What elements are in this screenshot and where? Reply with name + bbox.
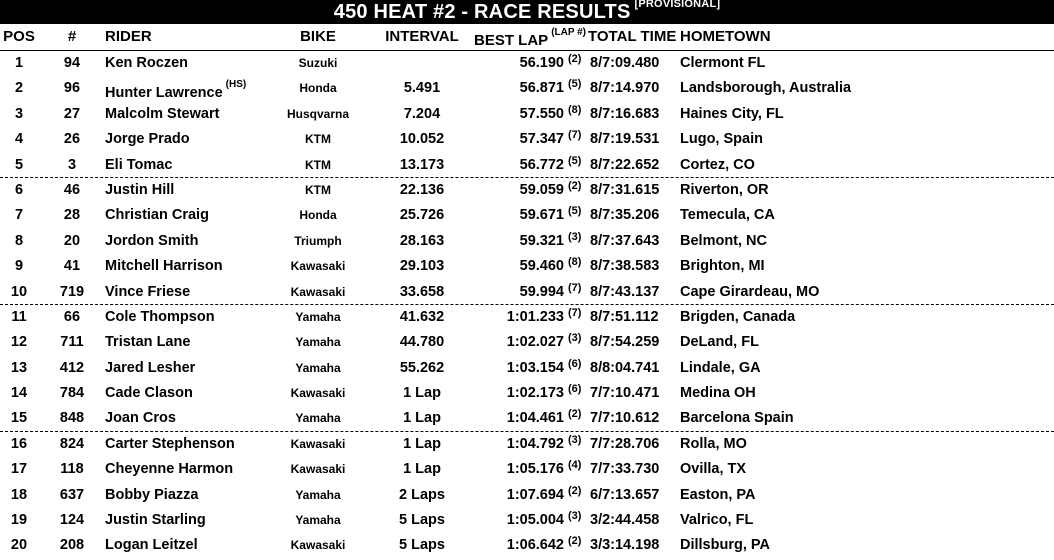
best-lap-time: 1:02.027	[506, 334, 564, 351]
cell-total-time: 7/7:10.471	[590, 385, 660, 402]
cell-total-time: 7/7:33.730	[590, 461, 660, 478]
cell-total-time: 8/7:43.137	[590, 283, 660, 300]
best-lap-number: (5)	[568, 205, 582, 218]
cell-rider	[105, 432, 235, 457]
table-row	[0, 432, 1054, 457]
rider-name: Jordon Smith	[105, 232, 199, 249]
cell-interval: 41.632	[399, 308, 445, 325]
cell-pos: 6	[14, 181, 24, 198]
best-lap-time: 59.059	[519, 181, 564, 198]
table-row	[0, 508, 1054, 533]
cell-hometown: Clermont FL	[680, 55, 766, 71]
table-row	[0, 406, 1054, 431]
cell-bike: Kawasaki	[290, 284, 346, 299]
cell-hometown: Lugo, Spain	[680, 131, 763, 148]
rider-name: Malcolm Stewart	[105, 105, 220, 122]
header-pos: POS	[3, 28, 35, 45]
cell-rider	[105, 330, 190, 355]
cell-bike: Kawasaki	[290, 386, 346, 401]
cell-number: 118	[60, 461, 84, 478]
cell-total-time: 8/7:19.531	[590, 131, 660, 148]
header-best-lap-label: BEST LAP	[474, 32, 549, 49]
best-lap-time: 1:01.233	[506, 308, 564, 325]
cell-bike: Yamaha	[295, 411, 341, 426]
best-lap-number: (3)	[568, 433, 582, 446]
cell-hometown: Cortez, CO	[680, 156, 755, 173]
cell-bike: Yamaha	[295, 360, 341, 375]
best-lap-time: 56.772	[519, 156, 564, 173]
cell-bike: Kawasaki	[290, 462, 346, 477]
cell-bike: Kawasaki	[290, 538, 346, 553]
cell-best-lap	[456, 76, 586, 102]
rider-name: Bobby Piazza	[105, 486, 199, 503]
cell-bike: Kawasaki	[290, 259, 346, 274]
best-lap-number: (5)	[568, 154, 582, 167]
cell-total-time: 8/7:31.615	[590, 181, 660, 198]
cell-interval: 5.491	[403, 80, 441, 97]
cell-best-lap	[456, 508, 586, 534]
rider-name: Carter Stephenson	[105, 435, 235, 452]
cell-interval: 7.204	[403, 105, 441, 122]
cell-pos: 5	[14, 156, 24, 173]
cell-pos: 11	[11, 308, 27, 325]
cell-bike: Yamaha	[295, 513, 341, 528]
rider-name: Justin Starling	[105, 512, 206, 529]
cell-best-lap	[456, 330, 586, 356]
best-lap-time: 1:05.176	[506, 461, 564, 478]
cell-interval: 10.052	[399, 131, 445, 148]
cell-total-time: 8/7:37.643	[590, 232, 660, 249]
best-lap-number: (5)	[568, 78, 582, 91]
cell-total-time: 8/7:51.112	[590, 308, 659, 325]
page-title: 450 HEAT #2 - RACE RESULTS	[333, 1, 631, 23]
rider-name: Cole Thompson	[105, 308, 215, 325]
cell-bike: Suzuki	[298, 56, 338, 70]
cell-interval: 55.262	[399, 359, 445, 376]
best-lap-time: 59.671	[519, 207, 564, 224]
cell-rider	[105, 356, 195, 381]
rider-name: Cheyenne Harmon	[105, 461, 234, 478]
cell-rider	[105, 457, 233, 482]
cell-bike: Honda	[299, 208, 337, 223]
cell-interval: 1 Lap	[403, 385, 441, 402]
cell-pos: 4	[14, 131, 24, 148]
cell-bike: Kawasaki	[290, 436, 346, 451]
table-row	[0, 178, 1054, 203]
cell-pos: 7	[14, 207, 24, 224]
best-lap-time: 59.994	[519, 283, 564, 300]
rider-name: Hunter Lawrence	[105, 85, 223, 102]
cell-pos: 19	[10, 512, 28, 529]
cell-total-time: 8/7:16.683	[590, 105, 660, 122]
cell-number: 719	[59, 283, 85, 300]
cell-number: 20	[63, 232, 81, 249]
best-lap-number: (2)	[568, 484, 582, 497]
cell-bike: KTM	[305, 182, 331, 197]
cell-total-time: 7/7:10.612	[590, 410, 660, 427]
table-row	[0, 76, 1054, 101]
table-row	[0, 51, 1054, 76]
rider-name: Justin Hill	[105, 181, 175, 198]
header-hometown: HOMETOWN	[680, 28, 771, 45]
cell-rider	[105, 203, 209, 228]
cell-hometown: DeLand, FL	[680, 334, 759, 351]
cell-number: 27	[63, 105, 81, 122]
cell-hometown: Temecula, CA	[680, 207, 775, 224]
cell-best-lap	[456, 229, 586, 255]
cell-best-lap	[456, 203, 586, 229]
cell-number: 96	[63, 80, 81, 97]
cell-number: 637	[59, 486, 85, 503]
cell-interval: 5 Laps	[399, 537, 445, 554]
cell-number: 28	[63, 207, 81, 224]
best-lap-time: 1:05.004	[506, 512, 564, 529]
table-row	[0, 381, 1054, 406]
best-lap-number: (3)	[568, 332, 582, 345]
cell-pos: 12	[10, 334, 28, 351]
table-row	[0, 483, 1054, 508]
table-row	[0, 254, 1054, 279]
best-lap-number: (7)	[568, 281, 582, 294]
cell-hometown: Rolla, MO	[680, 435, 747, 452]
cell-bike: Husqvarna	[286, 106, 350, 121]
best-lap-time: 1:02.173	[506, 385, 564, 402]
best-lap-time: 1:04.792	[506, 435, 564, 452]
title-bar	[0, 0, 1054, 24]
cell-best-lap	[456, 406, 586, 432]
header-best-lap-sup: (LAP #)	[551, 27, 587, 38]
cell-total-time: 3/3:14.198	[590, 537, 660, 554]
cell-interval: 13.173	[399, 156, 445, 173]
cell-rider	[105, 178, 174, 203]
cell-rider	[105, 153, 172, 178]
cell-best-lap	[456, 432, 586, 458]
cell-best-lap	[456, 153, 586, 179]
cell-hometown: Ovilla, TX	[680, 461, 747, 478]
cell-pos: 15	[10, 410, 28, 427]
best-lap-number: (6)	[568, 383, 582, 396]
best-lap-time: 1:04.461	[506, 410, 564, 427]
rider-name: Joan Cros	[105, 410, 176, 427]
cell-total-time: 8/7:14.970	[590, 80, 660, 97]
rider-name: Mitchell Harrison	[105, 258, 223, 275]
rider-name: Cade Clason	[105, 385, 193, 402]
cell-hometown: Barcelona Spain	[680, 410, 794, 427]
cell-best-lap	[456, 381, 586, 407]
cell-total-time: 8/8:04.741	[590, 359, 660, 376]
cell-interval: 1 Lap	[403, 461, 441, 478]
cell-best-lap	[456, 178, 586, 204]
cell-interval: 1 Lap	[403, 410, 441, 427]
cell-number: 208	[59, 537, 85, 554]
cell-best-lap	[456, 457, 586, 483]
header-number: #	[67, 28, 77, 45]
table-row	[0, 457, 1054, 482]
cell-total-time: 3/2:44.458	[590, 512, 660, 529]
cell-interval: 22.136	[399, 181, 445, 198]
best-lap-time: 1:07.694	[506, 486, 564, 503]
best-lap-number: (8)	[568, 256, 582, 269]
best-lap-number: (6)	[568, 357, 582, 370]
table-row	[0, 203, 1054, 228]
cell-rider	[105, 102, 219, 127]
cell-pos: 3	[14, 105, 24, 122]
best-lap-time: 56.871	[519, 80, 564, 97]
cell-rider	[105, 508, 206, 533]
best-lap-number: (7)	[568, 129, 582, 142]
cell-hometown: Lindale, GA	[680, 359, 761, 376]
cell-interval: 2 Laps	[399, 486, 445, 503]
cell-best-lap	[456, 102, 586, 128]
best-lap-time: 59.460	[519, 258, 564, 275]
cell-total-time: 8/7:38.583	[590, 258, 660, 275]
cell-bike: Yamaha	[295, 309, 341, 324]
table-row	[0, 102, 1054, 127]
cell-interval: 1 Lap	[403, 435, 441, 452]
cell-best-lap	[456, 127, 586, 153]
cell-hometown: Riverton, OR	[680, 181, 769, 198]
table-row	[0, 280, 1054, 305]
cell-bike: Triumph	[294, 233, 342, 248]
header-interval: INTERVAL	[385, 28, 459, 45]
cell-hometown: Medina OH	[680, 385, 756, 402]
cell-total-time: 8/7:09.480	[590, 55, 660, 71]
cell-pos: 1	[14, 55, 24, 71]
cell-best-lap	[456, 280, 586, 306]
cell-number: 66	[63, 308, 81, 325]
cell-hometown: Cape Girardeau, MO	[680, 283, 820, 300]
cell-rider	[105, 51, 188, 76]
cell-total-time: 6/7:13.657	[590, 486, 660, 503]
header-rider: RIDER	[105, 28, 152, 45]
best-lap-number: (3)	[568, 230, 582, 243]
cell-interval: 5 Laps	[399, 512, 445, 529]
cell-pos: 8	[14, 232, 24, 249]
cell-rider	[105, 533, 198, 558]
table-row	[0, 305, 1054, 330]
cell-total-time: 7/7:28.706	[590, 435, 660, 452]
header-total-time: TOTAL TIME	[588, 28, 677, 45]
best-lap-number: (3)	[568, 510, 582, 523]
cell-hometown: Easton, PA	[680, 486, 756, 503]
cell-interval: 29.103	[399, 258, 445, 275]
cell-pos: 20	[10, 537, 28, 554]
cell-number: 711	[60, 334, 84, 351]
cell-rider	[105, 381, 193, 406]
best-lap-number: (4)	[568, 459, 582, 472]
best-lap-time: 57.347	[519, 131, 564, 148]
cell-hometown: Haines City, FL	[680, 105, 784, 122]
cell-number: 26	[63, 131, 81, 148]
table-row	[0, 153, 1054, 178]
cell-best-lap	[456, 483, 586, 509]
cell-number: 46	[63, 181, 81, 198]
cell-number: 848	[59, 410, 85, 427]
best-lap-number: (8)	[568, 103, 582, 116]
best-lap-time: 59.321	[519, 232, 564, 249]
cell-number: 824	[59, 435, 85, 452]
cell-number: 124	[59, 512, 85, 529]
best-lap-number: (2)	[568, 179, 582, 192]
cell-interval: 25.726	[399, 207, 445, 224]
rider-name: Vince Friese	[105, 283, 191, 300]
cell-total-time: 8/7:35.206	[590, 207, 660, 224]
best-lap-time: 56.190	[519, 55, 564, 71]
cell-hometown: Dillsburg, PA	[680, 537, 770, 554]
cell-pos: 16	[10, 435, 28, 452]
cell-interval: 33.658	[399, 283, 445, 300]
cell-rider	[105, 483, 198, 508]
cell-hometown: Brigden, Canada	[680, 308, 796, 325]
table-header	[0, 24, 1054, 51]
rider-name: Jorge Prado	[105, 131, 190, 148]
table-row	[0, 127, 1054, 152]
cell-number: 784	[59, 385, 85, 402]
rider-name: Christian Craig	[105, 207, 209, 224]
rider-name: Eli Tomac	[105, 156, 173, 173]
cell-pos: 10	[10, 283, 28, 300]
header-bike: BIKE	[300, 28, 336, 45]
cell-rider	[105, 254, 223, 279]
cell-pos: 17	[10, 461, 28, 478]
cell-rider	[105, 406, 176, 431]
cell-number: 412	[59, 359, 85, 376]
cell-number: 94	[63, 55, 81, 71]
best-lap-time: 57.550	[519, 105, 564, 122]
cell-rider	[105, 280, 190, 305]
table-row	[0, 356, 1054, 381]
cell-bike: Yamaha	[295, 335, 341, 350]
results-table	[0, 51, 1054, 559]
table-row	[0, 229, 1054, 254]
rider-tag: (HS)	[225, 79, 247, 91]
rider-name: Logan Leitzel	[105, 537, 198, 554]
cell-best-lap	[456, 305, 586, 331]
best-lap-number: (7)	[568, 306, 582, 319]
best-lap-number: (2)	[568, 408, 582, 421]
cell-hometown: Landsborough, Australia	[680, 80, 852, 97]
cell-bike: Honda	[299, 81, 337, 96]
cell-pos: 2	[14, 80, 24, 97]
cell-total-time: 8/7:22.652	[590, 156, 660, 173]
cell-best-lap	[456, 356, 586, 382]
provisional-tag: [PROVISIONAL]	[634, 0, 721, 10]
table-row	[0, 330, 1054, 355]
best-lap-number: (2)	[568, 53, 582, 65]
cell-hometown: Belmont, NC	[680, 232, 767, 249]
best-lap-time: 1:03.154	[506, 359, 564, 376]
cell-pos: 18	[10, 486, 28, 503]
cell-bike: Yamaha	[295, 487, 341, 502]
cell-interval: 44.780	[399, 334, 445, 351]
table-row	[0, 533, 1054, 558]
cell-bike: KTM	[305, 132, 331, 147]
cell-best-lap	[456, 51, 586, 77]
cell-bike: KTM	[305, 157, 331, 172]
cell-interval: 28.163	[399, 232, 445, 249]
rider-name: Ken Roczen	[105, 55, 188, 71]
best-lap-time: 1:06.642	[506, 537, 564, 554]
cell-number: 41	[63, 258, 81, 275]
best-lap-number: (2)	[568, 535, 582, 548]
cell-rider	[105, 127, 190, 152]
cell-number: 3	[67, 156, 77, 173]
cell-pos: 9	[14, 258, 24, 275]
cell-total-time: 8/7:54.259	[590, 334, 660, 351]
cell-hometown: Brighton, MI	[680, 258, 765, 275]
cell-pos: 14	[10, 385, 28, 402]
cell-pos: 13	[10, 359, 28, 376]
cell-rider	[105, 229, 198, 254]
cell-best-lap	[456, 254, 586, 280]
rider-name: Tristan Lane	[105, 334, 191, 351]
cell-hometown: Valrico, FL	[680, 512, 754, 529]
rider-name: Jared Lesher	[105, 359, 196, 376]
cell-rider	[105, 305, 215, 330]
